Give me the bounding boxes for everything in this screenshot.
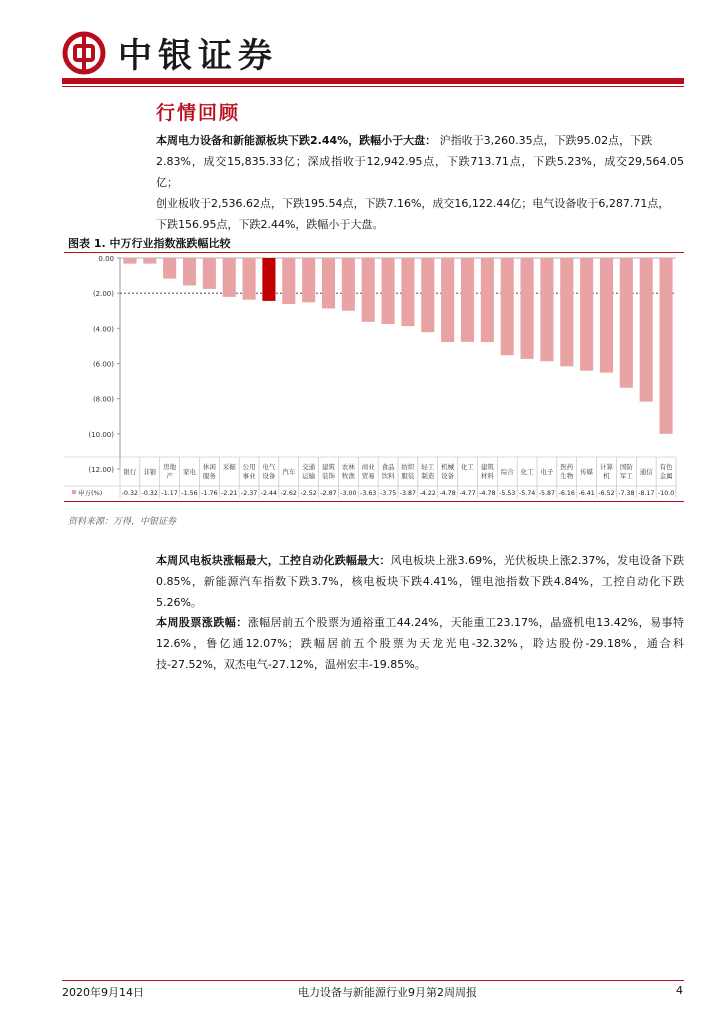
- category-label: 有色: [659, 463, 673, 471]
- category-label: 材料: [480, 472, 494, 480]
- category-label: 饮料: [381, 472, 395, 480]
- series-name-label: 申万(%): [78, 489, 103, 497]
- category-label: 电子: [540, 468, 554, 476]
- value-label: -6.52: [598, 490, 615, 497]
- footer-rule: [62, 980, 684, 981]
- chart-bar: [640, 258, 653, 402]
- category-label: 综合: [500, 468, 514, 476]
- paragraph-body: 风电板块上涨3.69%，光伏板块上涨2.37%，发电设备下跌0.85%，新能源汽车指数下跌3.7%，核电板块下跌4.41%，锂电池指数下跌4.84%，工控自动化下跌5.26%。: [156, 554, 685, 609]
- category-label: 汽车: [282, 468, 296, 476]
- paragraph-lead: 本周股票涨跌幅：: [156, 616, 248, 629]
- value-label: -3.75: [379, 490, 397, 497]
- value-label: -2.21: [221, 490, 238, 497]
- value-label: -0.32: [121, 490, 139, 497]
- value-label: -0.32: [141, 490, 158, 497]
- category-label: 商业: [361, 463, 375, 471]
- chart-bar: [560, 258, 573, 366]
- category-label: 银行: [123, 468, 137, 476]
- chart-bar: [143, 258, 156, 264]
- y-tick-label: (6.00): [92, 360, 114, 369]
- chart-bar: [123, 258, 136, 264]
- value-label: -4.78: [479, 490, 496, 497]
- category-label: 机械: [441, 463, 455, 471]
- brand-logo: [62, 28, 278, 77]
- chart-bar: [660, 258, 673, 434]
- category-label: 房地: [163, 463, 177, 471]
- category-label: 农林: [341, 463, 355, 471]
- value-label: -10.0: [657, 490, 675, 497]
- value-label: -1.76: [201, 490, 218, 497]
- chart-bar: [521, 258, 534, 359]
- category-label: 电气: [262, 463, 276, 471]
- chart-bar: [342, 258, 355, 311]
- value-label: -1.17: [161, 490, 178, 497]
- category-label: 计算: [600, 463, 613, 471]
- chart-bar: [620, 258, 633, 388]
- paragraph-line: 沪指收于3,260.35点，下跌95.02点，下跌: [439, 134, 653, 147]
- figure-source: 资料来源：万得，中银证券: [68, 517, 177, 527]
- category-label: 机: [603, 472, 610, 480]
- category-label: 服务: [202, 472, 216, 480]
- value-label: -2.37: [240, 490, 258, 497]
- paragraph-line: 创业板收于2,536.62点，下跌195.54点，下跌7.16%，成交16,122.44亿；电气设备收于6,287.71点，: [156, 197, 670, 210]
- chart-bar: [163, 258, 176, 279]
- category-label: 公用: [242, 463, 256, 471]
- y-tick-label: (2.00): [92, 290, 114, 299]
- category-label: 设备: [441, 472, 455, 480]
- value-label: -2.44: [260, 490, 278, 497]
- category-label: 军工: [619, 472, 633, 480]
- value-label: -6.41: [578, 490, 595, 497]
- category-label: 设备: [262, 472, 276, 480]
- chart-bar: [203, 258, 216, 289]
- category-label: 医药: [560, 463, 574, 471]
- category-label: 化工: [520, 468, 534, 476]
- chart-bar: [501, 258, 514, 355]
- value-label: -3.87: [399, 490, 417, 497]
- legend-swatch: [72, 490, 76, 494]
- footer-date: 2020年9月14日: [62, 986, 144, 999]
- boc-logo-icon: [62, 31, 106, 75]
- value-label: -2.62: [280, 490, 297, 497]
- y-tick-label: (12.00): [88, 466, 114, 474]
- category-label: 生物: [560, 472, 574, 480]
- value-label: -8.17: [638, 490, 655, 497]
- category-label: 贸易: [361, 472, 375, 480]
- category-label: 事业: [242, 472, 256, 480]
- figure-title: 图表 1. 中万行业指数涨跌幅比较: [68, 237, 231, 250]
- category-label: 金属: [659, 472, 673, 480]
- category-label: 通信: [639, 468, 653, 476]
- chart-bar: [580, 258, 593, 371]
- paragraph-body: 涨幅居前五个股票为通裕重工44.24%，天能重工23.17%，晶盛机电13.42%，易事特12.6%，鲁亿通12.07%；跌幅居前五个股票为天龙光电-32.32%，聆达股份-29.18%，通合科技-27.52%，双杰电气-27.12%，温州宏丰-19.85%。: [156, 616, 685, 671]
- value-label: -5.53: [499, 490, 516, 497]
- category-label: 建筑: [480, 463, 494, 471]
- category-label: 牧渔: [341, 472, 355, 480]
- market-review-paragraph: [156, 130, 684, 235]
- value-label: -6.16: [558, 490, 575, 497]
- section-title: 行情回顾: [156, 102, 241, 124]
- stock-paragraph: [156, 612, 684, 675]
- category-label: 化工: [461, 463, 474, 471]
- category-label: 休闲: [202, 463, 216, 471]
- chart-bar: [282, 258, 295, 304]
- chart-bar: [401, 258, 414, 326]
- chart-bar: [262, 258, 275, 301]
- category-label: 运输: [302, 472, 316, 480]
- category-label: 食品: [381, 463, 395, 471]
- chart-bar: [461, 258, 474, 342]
- industry-index-bar-chart: [64, 252, 684, 500]
- category-label: 采掘: [222, 463, 236, 471]
- category-label: 纺织: [401, 463, 415, 471]
- chart-bar: [302, 258, 315, 302]
- y-tick-label: (10.00): [88, 430, 114, 439]
- chart-bar: [382, 258, 395, 324]
- value-label: -2.52: [300, 490, 317, 497]
- value-label: -3.00: [340, 490, 357, 497]
- footer-title: 电力设备与新能源行业9月第2周周报: [298, 986, 477, 999]
- category-label: 产: [166, 472, 173, 480]
- category-label: 制造: [421, 472, 435, 480]
- category-label: 国防: [619, 463, 633, 471]
- value-label: -4.78: [439, 490, 456, 497]
- y-tick-label: 0.00: [98, 255, 114, 263]
- paragraph-lead: 本周电力设备和新能源板块下跌2.44%，跌幅小于大盘：: [156, 134, 437, 147]
- value-label: -7.38: [618, 490, 635, 497]
- category-label: 建筑: [322, 463, 335, 471]
- category-label: 传媒: [580, 468, 594, 476]
- chart-bar: [183, 258, 196, 285]
- brand-name: 中银证券: [118, 36, 278, 76]
- category-label: 装饰: [322, 472, 335, 480]
- value-label: -5.87: [538, 490, 556, 497]
- chart-bar: [421, 258, 434, 332]
- chart-bar: [322, 258, 335, 308]
- category-label: 交通: [302, 463, 316, 471]
- page-number: 4: [676, 984, 683, 997]
- y-tick-label: (8.00): [92, 395, 114, 404]
- chart-bar: [243, 258, 256, 300]
- category-label: 非银: [143, 468, 157, 476]
- header-rule-thin: [62, 86, 684, 87]
- chart-bar: [600, 258, 613, 373]
- value-label: -3.63: [360, 490, 377, 497]
- category-label: 服装: [401, 472, 415, 480]
- chart-bar: [481, 258, 494, 342]
- value-label: -4.22: [419, 490, 436, 497]
- chart-bar: [540, 258, 553, 361]
- chart-bar: [223, 258, 236, 297]
- category-label: 家电: [183, 468, 196, 476]
- chart-bar: [441, 258, 454, 342]
- category-label: 轻工: [421, 463, 435, 471]
- paragraph-line: 2.83%，成交15,835.33亿；深成指收于12,942.95点，下跌713.71点，下跌5.23%，成交29,564.05亿；: [156, 155, 684, 189]
- paragraph-line: 下跌156.95点，下跌2.44%，跌幅小于大盘。: [156, 218, 384, 231]
- chart-bar: [362, 258, 375, 322]
- y-tick-label: (4.00): [92, 325, 114, 334]
- value-label: -1.56: [181, 490, 198, 497]
- value-label: -4.77: [459, 490, 476, 497]
- paragraph-lead: 本周风电板块涨幅最大，工控自动化跌幅最大：: [156, 554, 391, 567]
- value-label: -2.87: [320, 490, 337, 497]
- sector-paragraph: [156, 550, 684, 613]
- header-rule: [62, 78, 684, 84]
- value-label: -5.74: [518, 490, 536, 497]
